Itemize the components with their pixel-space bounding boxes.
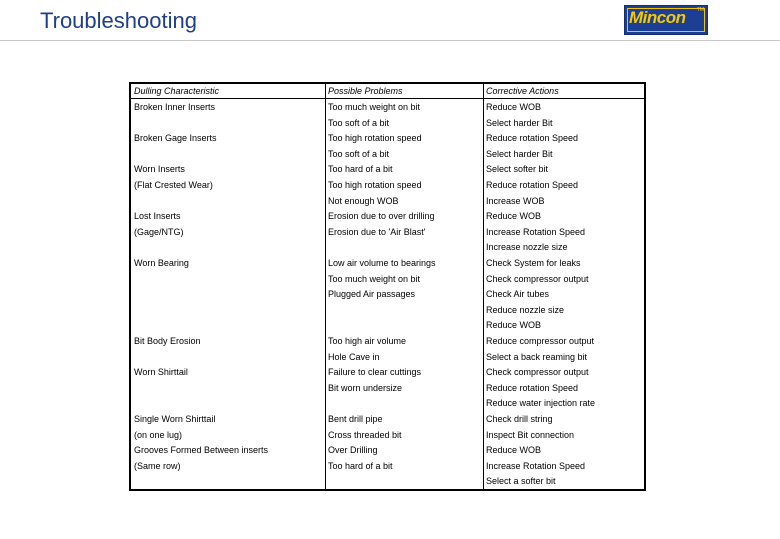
dulling-characteristic-cell: Single Worn Shirttail — [134, 414, 216, 424]
possible-problem-cell: Cross threaded bit — [328, 430, 402, 440]
dulling-characteristic-cell: Broken Gage Inserts — [134, 133, 217, 143]
dulling-characteristic-cell: Bit Body Erosion — [134, 336, 201, 346]
corrective-action-cell: Select a softer bit — [486, 476, 556, 486]
corrective-action-cell: Reduce water injection rate — [486, 398, 596, 408]
page-title: Troubleshooting — [40, 8, 197, 33]
possible-problem-cell: Not enough WOB — [328, 196, 399, 206]
dulling-characteristic-cell: Lost Inserts — [134, 211, 181, 221]
corrective-action-cell: Reduce nozzle size — [486, 305, 565, 315]
corrective-action-cell: Reduce WOB — [486, 102, 542, 112]
possible-problem-cell: Hole Cave in — [328, 352, 380, 362]
possible-problem-cell: Too hard of a bit — [328, 164, 393, 174]
corrective-action-cell: Reduce rotation Speed — [486, 383, 579, 393]
dulling-characteristic-cell: Worn Shirttail — [134, 367, 188, 377]
corrective-action-cell: Reduce compressor output — [486, 336, 595, 346]
possible-problem-cell: Erosion due to 'Air Blast' — [328, 227, 426, 237]
corrective-action-cell: Check compressor output — [486, 274, 589, 284]
corrective-action-cell: Reduce rotation Speed — [486, 133, 579, 143]
dulling-characteristic-cell: (Flat Crested Wear) — [134, 180, 213, 190]
header-dulling-characteristic: Dulling Characteristic — [134, 86, 220, 96]
possible-problem-cell: Too high rotation speed — [328, 180, 422, 190]
title-divider — [0, 40, 780, 41]
dulling-characteristic-cell: (Same row) — [134, 461, 181, 471]
possible-problem-cell: Too soft of a bit — [328, 118, 390, 128]
dulling-characteristic-cell: (Gage/NTG) — [134, 227, 184, 237]
possible-problem-cell: Too soft of a bit — [328, 149, 390, 159]
logo-text: Mincon — [629, 8, 686, 27]
possible-problem-cell: Too high air volume — [328, 336, 407, 346]
column-divider — [483, 84, 484, 489]
possible-problem-cell: Failure to clear cuttings — [328, 367, 422, 377]
possible-problem-cell: Too high rotation speed — [328, 133, 422, 143]
corrective-action-cell: Increase nozzle size — [486, 242, 568, 252]
corrective-action-cell: Increase Rotation Speed — [486, 227, 586, 237]
possible-problem-cell: Erosion due to over drilling — [328, 211, 435, 221]
corrective-action-cell: Check System for leaks — [486, 258, 581, 268]
corrective-action-cell: Select harder Bit — [486, 118, 553, 128]
troubleshooting-table — [129, 82, 646, 491]
corrective-action-cell: Check compressor output — [486, 367, 589, 377]
corrective-action-cell: Increase Rotation Speed — [486, 461, 586, 471]
possible-problem-cell: Plugged Air passages — [328, 289, 416, 299]
corrective-action-cell: Select a back reaming bit — [486, 352, 588, 362]
corrective-action-cell: Reduce rotation Speed — [486, 180, 579, 190]
header-corrective-actions: Corrective Actions — [486, 86, 559, 96]
dulling-characteristic-cell: Worn Bearing — [134, 258, 189, 268]
possible-problem-cell: Bit worn undersize — [328, 383, 403, 393]
corrective-action-cell: Check Air tubes — [486, 289, 550, 299]
corrective-action-cell: Increase WOB — [486, 196, 545, 206]
corrective-action-cell: Reduce WOB — [486, 445, 542, 455]
possible-problem-cell: Too much weight on bit — [328, 102, 421, 112]
corrective-action-cell: Reduce WOB — [486, 320, 542, 330]
header-possible-problems: Possible Problems — [328, 86, 403, 96]
corrective-action-cell: Select softer bit — [486, 164, 549, 174]
header-divider — [131, 98, 644, 99]
corrective-action-cell: Inspect Bit connection — [486, 430, 575, 440]
column-divider — [325, 84, 326, 489]
logo-trademark: TM — [696, 7, 704, 13]
dulling-characteristic-cell: Broken Inner Inserts — [134, 102, 216, 112]
mincon-logo — [624, 5, 708, 35]
dulling-characteristic-cell: Grooves Formed Between inserts — [134, 445, 269, 455]
corrective-action-cell: Select harder Bit — [486, 149, 553, 159]
corrective-action-cell: Reduce WOB — [486, 211, 542, 221]
dulling-characteristic-cell: Worn Inserts — [134, 164, 185, 174]
corrective-action-cell: Check drill string — [486, 414, 553, 424]
possible-problem-cell: Bent drill pipe — [328, 414, 383, 424]
possible-problem-cell: Too hard of a bit — [328, 461, 393, 471]
possible-problem-cell: Too much weight on bit — [328, 274, 421, 284]
possible-problem-cell: Low air volume to bearings — [328, 258, 436, 268]
dulling-characteristic-cell: (on one lug) — [134, 430, 183, 440]
possible-problem-cell: Over Drilling — [328, 445, 378, 455]
